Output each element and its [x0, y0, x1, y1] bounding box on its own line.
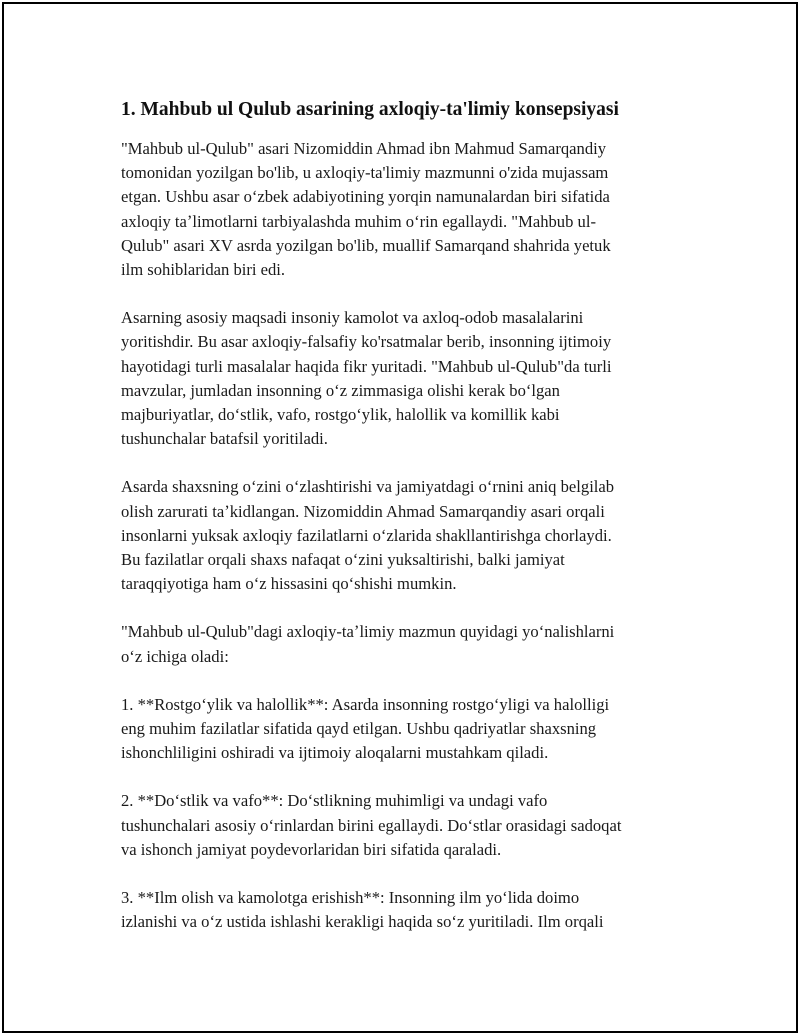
list-item-friendship: 2. **Doʻstlik va vafo**: Doʻstlikning muhimligi va undagi vafo tushunchalari asosiy oʻrinlardan birini egallaydi. Doʻstlar orasidagi sadoqat va ishonch jamiyat poydevorlaridan biri sifatida qaraladi. — [121, 791, 622, 859]
document-title: 1. Mahbub ul Qulub asarining axloqiy-ta'limiy konsepsiyasi — [121, 99, 619, 120]
document-body — [121, 97, 681, 958]
list-item-knowledge: 3. **Ilm olish va kamolotga erishish**: Insonning ilm yoʻlida doimo izlanishi va oʻz ustida ishlashi kerakligi haqida soʻz yuritiladi. Ilm orqali — [121, 888, 604, 932]
paragraph-directions-intro: "Mahbub ul-Qulub"dagi axloqiy-taʼlimiy mazmun quyidagi yoʻnalishlarni oʻz ichiga oladi: — [121, 622, 615, 666]
list-item-honesty: 1. **Rostgoʻylik va halollik**: Asarda insonning rostgoʻyligi va halolligi eng muhim fazilatlar sifatida qayd etilgan. Ushbu qadriyatlar shaxsning ishonchliligini oshiradi va ijtimoiy aloqalarni mustahkam qiladi. — [121, 694, 610, 763]
page-frame — [2, 2, 798, 1033]
paragraph-self-development: Asarda shaxsning oʻzini oʻzlashtirishi va jamiyatdagi oʻrnini aniq belgilab olish zarurati taʼkidlangan. Nizomiddin Ahmad Samarqandiy asari orqali insonlarni yuksak axloqiy fazilatlarni oʻzlarida shakllantirishga chorlaydi. Bu fazilatlar orqali shaxs nafaqat oʻzini yuksaltirishi, balki jamiyat taraqqiyotiga ham oʻz hissasini qoʻshishi mumkin. — [121, 477, 615, 594]
paragraph-intro: "Mahbub ul-Qulub" asari Nizomiddin Ahmad ibn Mahmud Samarqandiy tomonidan yozilgan bo'lib, u axloqiy-ta'limiy mazmunni o'zida mujassam etgan. Ushbu asar oʻzbek adabiyotining yorqin namunalardan biri sifatida axloqiy taʼlimotlarni tarbiyalashda muhim oʻrin egallaydi. "Mahbub ul- Qulub" asari XV asrda yozilgan bo'lib, muallif Samarqand shahrida yetuk ilm sohiblaridan biri edi. — [121, 139, 611, 280]
paragraph-purpose: Asarning asosiy maqsadi insoniy kamolot va axloq-odob masalalarini yoritishdir. Bu asar axloqiy-falsafiy ko'rsatmalar berib, insonning ijtimoiy hayotidagi turli masalalar haqida fikr yuritadi. "Mahbub ul-Qulub"da turli mavzular, jumladan insonning oʻz zimmasiga olishi kerak boʻlgan majburiyatlar, doʻstlik, vafo, rostgoʻylik, halollik va komillik kabi tushunchalar batafsil yoritiladi. — [121, 308, 612, 449]
